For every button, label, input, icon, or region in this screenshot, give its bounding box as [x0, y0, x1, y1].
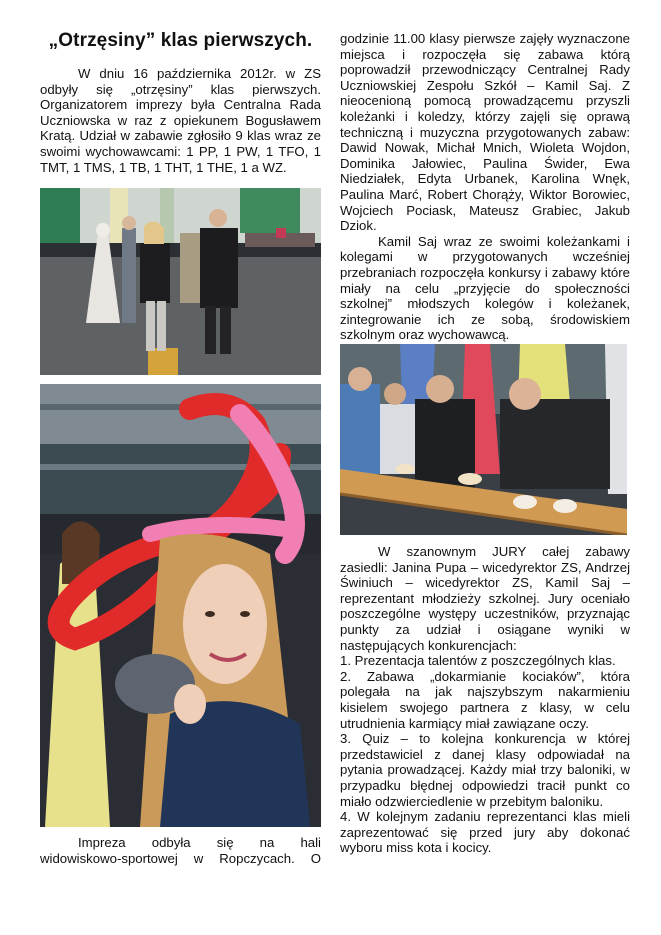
- competition-item-1: 1. Prezentacja talentów z poszczególnych klas.: [340, 653, 616, 669]
- left-bottom-text: [40, 835, 321, 866]
- photo-girl-balloon-hat: [40, 384, 321, 827]
- competition-item-4: 4. W kolejnym zadaniu reprezentanci klas mieli zaprezentować się przed jury aby dokonać wyboru miss kota i kocicy.: [340, 809, 630, 856]
- right-bottom-text: [340, 544, 630, 856]
- left-bottom-line2: widowiskowo-sportowej w Ropczycach. O: [40, 850, 321, 866]
- costumes-paragraph: Kamil Saj wraz ze swoimi koleżankami i kolegami w przygotowanych wcześniej przebraniach rozpoczęła konkursy i zabawy które miały na celu „przyjęcie do społeczności szkolnej” młodszych kolegów i koleżanek, zintegrowanie ich ze sobą, środowiskiem szkolnym oraz wychowawcą.: [340, 233, 630, 343]
- jury-paragraph: W szanownym JURY całej zabawy zasiedli: Janina Pupa – wicedyrektor ZS, Andrzej Świniuch – wicedyrektor ZS, Kamil Saj – reprezentant młodzieży szkolnej. Jury oceniało poszczególne występy uczestników, przyznając punkty za udział i osiągane wyniki w następujących konkurencjach:: [340, 544, 630, 653]
- hosts-paragraph: godzinie 11.00 klasy pierwsze zajęły wyznaczone miejsca i rozpoczęła się zabawa którą poprowadził przewodniczący Centralnej Rady Uczniowskiej Zespołu Szkół – Kamil Saj. Z nieocenioną pomocą prowadzącemu przyszli koleżanki i koledzy, którzy zajęli się oprawą techniczną i muzyczna przygotowanych zabaw: Dawid Nowak, Michał Mnich, Wioleta Wojdon, Dominika Jałowiec, Paulina Świder, Ewa Niedziałek, Edyta Urbanek, Karolina Wnęk, Paulina Marć, Robert Chorąży, Wiktor Borowiec, Wojciech Pociask, Mateusz Grabiec, Jakub Dziok.: [340, 31, 630, 234]
- competition-item-2: 2. Zabawa „dokarmianie kociaków”, która polegała na jak najszybszym nakarmieniu kisielem swojego partnera z klasy, w celu utrudnienia karmiący miał zawiązane oczy.: [340, 668, 630, 731]
- competition-item-3: 3. Quiz – to kolejna konkurencja w której przedstawiciel z danej klasy odpowiadał na pytania prowadzącej. Każdy miał trzy baloniki, w przypadku błędnej odpowiedzi tracił punkt co miało odzwierciedlenie w przebitym baloniku.: [340, 731, 630, 809]
- photo-eating-competition: [340, 344, 627, 535]
- photo-students-parade: [40, 188, 321, 375]
- left-bottom-line1: Impreza odbyła się na hali: [78, 835, 321, 850]
- article-title: „Otrzęsiny” klas pierwszych.: [48, 30, 313, 51]
- right-column: [340, 31, 630, 343]
- left-column: [40, 30, 321, 175]
- intro-paragraph: W dniu 16 października 2012r. w ZS odbyły się „otrzęsiny” klas pierwszych. Organizatorem imprezy była Centralna Rada Uczniowska w raz z opiekunem Bogusławem Kratą. Udział w zabawie zgłosiło 9 klas wraz ze swoimi wychowawcami: 1 PP, 1 PW, 1 TFO, 1 TMT, 1 TMS, 1 TB, 1 THT, 1 THE, 1 a WZ.: [40, 66, 321, 175]
